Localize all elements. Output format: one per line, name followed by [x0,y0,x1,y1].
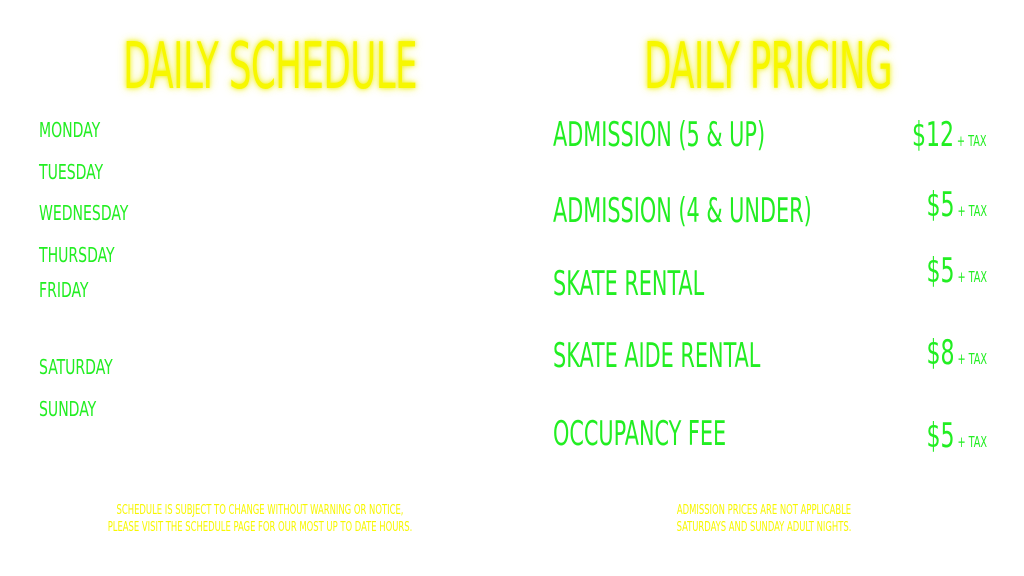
price-skate-rental [926,251,987,291]
tax-note: + TAX [957,268,987,286]
day-thursday: THURSDAY [39,243,115,267]
pricing-disclaimer [505,502,1023,536]
price-value: $5 [926,185,955,225]
tax-note: + TAX [957,433,987,451]
schedule-disclaimer-line1: SCHEDULE IS SUBJECT TO CHANGE WITHOUT WARNING OR NOTICE, [116,503,404,518]
price-admission-4-under [926,185,987,225]
price-occupancy-fee [926,416,987,456]
day-wednesday: WEDNESDAY [39,201,129,225]
day-saturday: SATURDAY [39,355,113,379]
price-label-skate-rental: SKATE RENTAL [553,264,705,304]
pricing-title: DAILY PRICING [643,30,893,104]
day-monday: MONDAY [39,118,101,142]
price-value: $12 [912,115,955,155]
tax-note: + TAX [957,132,987,150]
schedule-title: DAILY SCHEDULE [123,30,417,104]
price-admission-5-up [912,115,987,155]
schedule-disclaimer-line2: PLEASE VISIT THE SCHEDULE PAGE FOR OUR MOST UP TO DATE HOURS. [107,520,413,535]
day-sunday: SUNDAY [39,397,97,421]
pricing-disclaimer-line1: ADMISSION PRICES ARE NOT APPLICABLE [676,503,852,518]
tax-note: + TAX [957,350,987,368]
price-label-admission-5-up: ADMISSION (5 & UP) [553,115,766,155]
price-label-admission-4-under: ADMISSION (4 & UNDER) [553,191,812,231]
day-tuesday: TUESDAY [39,160,104,184]
price-skate-aide-rental [926,333,987,373]
price-label-skate-aide-rental: SKATE AIDE RENTAL [553,336,761,376]
tax-note: + TAX [957,202,987,220]
price-value: $5 [926,416,955,456]
pricing-disclaimer-line2: SATURDAYS AND SUNDAY ADULT NIGHTS. [676,520,852,535]
price-value: $8 [926,333,955,373]
day-friday: FRIDAY [39,278,89,302]
price-value: $5 [926,251,955,291]
schedule-disclaimer [1,502,519,536]
price-label-occupancy-fee: OCCUPANCY FEE [553,414,727,454]
